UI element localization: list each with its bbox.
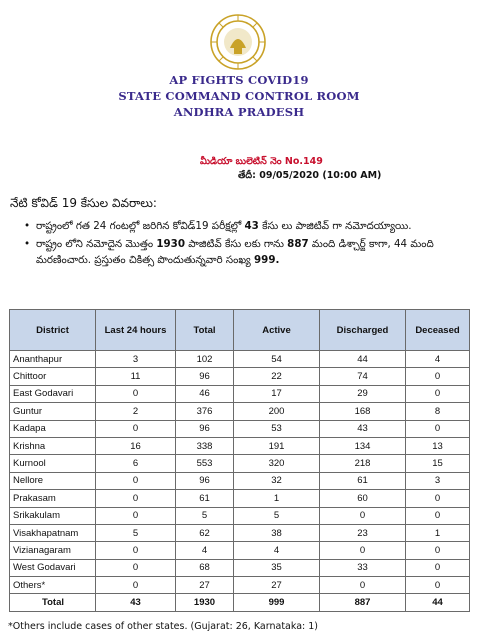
value-cell: 0 bbox=[406, 577, 470, 594]
district-name-cell: West Godavari bbox=[10, 559, 96, 576]
district-name-cell: Vizianagaram bbox=[10, 542, 96, 559]
bullet-dot-icon: • bbox=[24, 220, 31, 232]
district-name-cell: East Godavari bbox=[10, 385, 96, 402]
table-row bbox=[10, 420, 470, 437]
table-row bbox=[10, 490, 470, 507]
value-cell: 15 bbox=[406, 455, 470, 472]
value-cell: 44 bbox=[406, 594, 470, 611]
value-cell: 4 bbox=[234, 542, 320, 559]
value-cell: 320 bbox=[234, 455, 320, 472]
bullet-text: మంది డిశ్చార్జ్ కాగా, 44 మంది మరణించారు. ప్రస్తుతం చికిత్స పొందుతున్నవారి సంఖ్య bbox=[36, 238, 434, 266]
value-cell: 3 bbox=[406, 472, 470, 489]
value-cell: 3 bbox=[96, 351, 176, 368]
district-name-cell: Guntur bbox=[10, 403, 96, 420]
footnote: *Others include cases of other states. (Gujarat: 26, Karnataka: 1) bbox=[8, 621, 318, 632]
value-cell: 0 bbox=[96, 472, 176, 489]
table-row bbox=[10, 455, 470, 472]
date-value: 09/05/2020 (10:00 AM) bbox=[259, 170, 382, 181]
value-cell: 17 bbox=[234, 385, 320, 402]
value-cell: 553 bbox=[176, 455, 234, 472]
value-cell: 5 bbox=[176, 507, 234, 524]
value-cell: 96 bbox=[176, 368, 234, 385]
value-cell: 0 bbox=[406, 507, 470, 524]
value-cell: 96 bbox=[176, 420, 234, 437]
state-emblem-icon bbox=[208, 12, 268, 72]
district-cases-table bbox=[9, 309, 470, 612]
value-cell: 338 bbox=[176, 437, 234, 454]
value-cell: 8 bbox=[406, 403, 470, 420]
value-cell: 13 bbox=[406, 437, 470, 454]
value-cell: 0 bbox=[406, 559, 470, 576]
value-cell: 33 bbox=[320, 559, 406, 576]
value-cell: 60 bbox=[320, 490, 406, 507]
value-cell: 200 bbox=[234, 403, 320, 420]
district-name-cell: Srikakulam bbox=[10, 507, 96, 524]
value-cell: 32 bbox=[234, 472, 320, 489]
value-cell: 5 bbox=[234, 507, 320, 524]
value-cell: 27 bbox=[234, 577, 320, 594]
value-cell: 43 bbox=[96, 594, 176, 611]
table-row bbox=[10, 472, 470, 489]
district-name-cell: Nellore bbox=[10, 472, 96, 489]
value-cell: 0 bbox=[406, 542, 470, 559]
value-cell: 134 bbox=[320, 437, 406, 454]
date-label: తేదీ: bbox=[238, 170, 256, 181]
value-cell: 1 bbox=[234, 490, 320, 507]
value-cell: 53 bbox=[234, 420, 320, 437]
value-cell: 61 bbox=[176, 490, 234, 507]
district-name-cell: Visakhapatnam bbox=[10, 524, 96, 541]
value-cell: 4 bbox=[176, 542, 234, 559]
bullet-text: కేసు లు పాజిటివ్ గా నమోదయ్యాయి. bbox=[258, 220, 412, 232]
value-cell: 0 bbox=[96, 420, 176, 437]
column-header: Total bbox=[176, 310, 234, 351]
column-header: Last 24 hours bbox=[96, 310, 176, 351]
table-row bbox=[10, 507, 470, 524]
value-cell: 0 bbox=[406, 420, 470, 437]
value-cell: 2 bbox=[96, 403, 176, 420]
value-cell: 54 bbox=[234, 351, 320, 368]
header-state: ANDHRA PRADESH bbox=[173, 105, 305, 119]
table-row bbox=[10, 524, 470, 541]
value-cell: 0 bbox=[96, 559, 176, 576]
bullet-item bbox=[24, 236, 466, 268]
district-name-cell: Ananthapur bbox=[10, 351, 96, 368]
table-header-row bbox=[10, 310, 470, 351]
value-cell: 27 bbox=[176, 577, 234, 594]
value-cell: 1930 bbox=[176, 594, 234, 611]
value-cell: 74 bbox=[320, 368, 406, 385]
value-cell: 68 bbox=[176, 559, 234, 576]
bulletin-title: మీడియా బులెటిన్ నెం No.149 bbox=[200, 156, 323, 167]
value-cell: 0 bbox=[96, 385, 176, 402]
value-cell: 22 bbox=[234, 368, 320, 385]
value-cell: 376 bbox=[176, 403, 234, 420]
value-cell: 1 bbox=[406, 524, 470, 541]
value-cell: 62 bbox=[176, 524, 234, 541]
value-cell: 35 bbox=[234, 559, 320, 576]
value-cell: 0 bbox=[96, 507, 176, 524]
bullet-text: పాజిటివ్ కేసు లకు గాను bbox=[185, 238, 288, 250]
header-title: AP FIGHTS COVID19 bbox=[169, 73, 309, 87]
district-name-cell: Others* bbox=[10, 577, 96, 594]
value-cell: 38 bbox=[234, 524, 320, 541]
value-cell: 6 bbox=[96, 455, 176, 472]
bullet-text: రాష్ట్రంలో గత 24 గంటల్లో జరిగిన కోవిడ్19 పరీక్షల్లో bbox=[36, 220, 245, 232]
value-cell: 44 bbox=[320, 351, 406, 368]
value-cell: 11 bbox=[96, 368, 176, 385]
value-cell: 0 bbox=[320, 577, 406, 594]
column-header: Active bbox=[234, 310, 320, 351]
value-cell: 16 bbox=[96, 437, 176, 454]
value-cell: 887 bbox=[320, 594, 406, 611]
value-cell: 0 bbox=[406, 385, 470, 402]
value-cell: 0 bbox=[96, 490, 176, 507]
value-cell: 0 bbox=[96, 577, 176, 594]
intro-text: నేటి కోవిడ్ 19 కేసుల వివరాలు: bbox=[10, 196, 157, 210]
district-name-cell: Kurnool bbox=[10, 455, 96, 472]
table-row bbox=[10, 385, 470, 402]
value-cell: 96 bbox=[176, 472, 234, 489]
value-cell: 0 bbox=[406, 368, 470, 385]
table-row bbox=[10, 577, 470, 594]
bullet-item bbox=[24, 218, 466, 234]
value-cell: 168 bbox=[320, 403, 406, 420]
value-cell: 0 bbox=[320, 507, 406, 524]
value-cell: 102 bbox=[176, 351, 234, 368]
value-cell: 0 bbox=[406, 490, 470, 507]
table-row bbox=[10, 368, 470, 385]
bullet-dot-icon: • bbox=[24, 238, 31, 250]
bullet-number: 999. bbox=[253, 254, 280, 266]
district-name-cell: Kadapa bbox=[10, 420, 96, 437]
bullet-text: రాష్ట్రం లోని నమోదైన మొత్తం bbox=[36, 238, 157, 250]
value-cell: 4 bbox=[406, 351, 470, 368]
bulletin-date bbox=[238, 170, 381, 183]
value-cell: 46 bbox=[176, 385, 234, 402]
table-row bbox=[10, 542, 470, 559]
bullet-number: 887 bbox=[287, 238, 309, 250]
column-header: District bbox=[10, 310, 96, 351]
value-cell: 0 bbox=[96, 542, 176, 559]
district-name-cell: Total bbox=[10, 594, 96, 611]
district-name-cell: Chittoor bbox=[10, 368, 96, 385]
district-name-cell: Krishna bbox=[10, 437, 96, 454]
column-header: Deceased bbox=[406, 310, 470, 351]
value-cell: 23 bbox=[320, 524, 406, 541]
table-row bbox=[10, 351, 470, 368]
table-row bbox=[10, 403, 470, 420]
value-cell: 43 bbox=[320, 420, 406, 437]
value-cell: 191 bbox=[234, 437, 320, 454]
value-cell: 29 bbox=[320, 385, 406, 402]
column-header: Discharged bbox=[320, 310, 406, 351]
value-cell: 5 bbox=[96, 524, 176, 541]
district-name-cell: Prakasam bbox=[10, 490, 96, 507]
summary-bullets bbox=[24, 218, 466, 270]
bullet-number: 43 bbox=[244, 220, 259, 232]
bullet-number: 1930 bbox=[156, 238, 186, 250]
table-row bbox=[10, 559, 470, 576]
table-row bbox=[10, 437, 470, 454]
value-cell: 218 bbox=[320, 455, 406, 472]
header-subtitle: STATE COMMAND CONTROL ROOM bbox=[118, 89, 360, 103]
value-cell: 999 bbox=[234, 594, 320, 611]
value-cell: 61 bbox=[320, 472, 406, 489]
table-total-row bbox=[10, 594, 470, 611]
value-cell: 0 bbox=[320, 542, 406, 559]
